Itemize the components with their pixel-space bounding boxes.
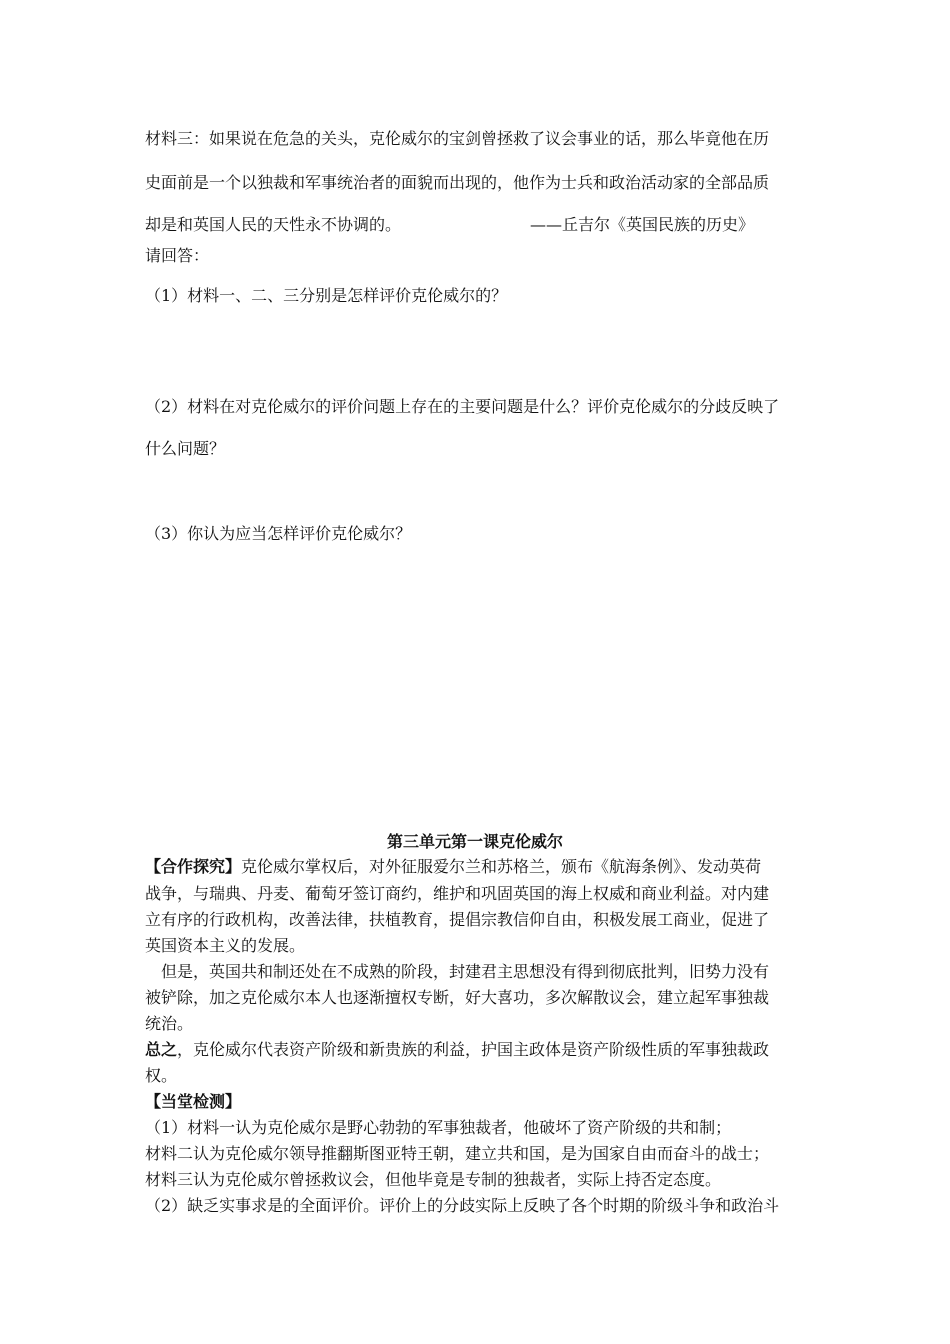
however-line-2: 被铲除，加之克伦威尔本人也逐渐擅权专断，好大喜功，多次解散议会，建立起军事独裁 [145, 988, 770, 1007]
material-three-source: ——丘吉尔《英国民族的历史》 [530, 215, 755, 234]
cooperative-inquiry-line-3: 立有序的行政机构，改善法律，扶植教育，提倡宗教信仰自由，积极发展工商业，促进了 [145, 910, 770, 929]
summary-label: 总之 [145, 1040, 178, 1059]
cooperative-inquiry-label: 【合作探究】 [145, 857, 242, 876]
question-3: （3）你认为应当怎样评价克伦威尔？ [145, 524, 412, 543]
in-class-check-label: 【当堂检测】 [145, 1092, 242, 1111]
please-answer-label: 请回答： [145, 246, 210, 265]
question-2-line-2: 什么问题？ [145, 439, 226, 458]
answer-1-line-1: （1）材料一认为克伦威尔是野心勃勃的军事独裁者，他破坏了资产阶级的共和制； [145, 1118, 732, 1137]
however-line-3: 统治。 [145, 1014, 194, 1033]
question-2-line-1: （2）材料在对克伦威尔的评价问题上存在的主要问题是什么？评价克伦威尔的分歧反映了 [145, 397, 780, 416]
summary-text-1: ，克伦威尔代表资产阶级和新贵族的利益，护国主政体是资产阶级性质的军事独裁政 [177, 1040, 770, 1059]
answer-1-line-3: 材料三认为克伦威尔曾拯救议会，但他毕竟是专制的独裁者，实际上持否定态度。 [145, 1170, 722, 1189]
however-line-1: 但是，英国共和制还处在不成熟的阶段，封建君主思想没有得到彻底批判，旧势力没有 [145, 962, 770, 981]
answer-2-line-1: （2）缺乏实事求是的全面评价。评价上的分歧实际上反映了各个时期的阶级斗争和政治斗 [145, 1196, 780, 1215]
cooperative-inquiry-line-1 [145, 854, 761, 877]
cooperative-inquiry-text-1: 克伦威尔掌权后，对外征服爱尔兰和苏格兰，颁布《航海条例》、发动英荷 [241, 857, 762, 876]
cooperative-inquiry-line-2: 战争，与瑞典、丹麦、葡萄牙签订商约，维护和巩固英国的海上权威和商业利益。对内建 [145, 884, 770, 903]
answer-section-title: 第三单元第一课克伦威尔 [386, 832, 563, 851]
question-1: （1）材料一、二、三分别是怎样评价克伦威尔的？ [145, 286, 508, 305]
summary-line-1 [145, 1037, 769, 1060]
summary-line-2: 权。 [145, 1066, 178, 1085]
material-three-line-3: 却是和英国人民的天性永不协调的。 [145, 215, 402, 234]
material-three-line-2: 史面前是一个以独裁和军事统治者的面貌而出现的，他作为士兵和政治活动家的全部品质 [145, 173, 770, 192]
answer-1-line-2: 材料二认为克伦威尔领导推翻斯图亚特王朝，建立共和国，是为国家自由而奋斗的战士； [145, 1144, 770, 1163]
material-three-line-1: 材料三：如果说在危急的关头，克伦威尔的宝剑曾拯救了议会事业的话，那么毕竟他在历 [145, 129, 770, 148]
cooperative-inquiry-line-4: 英国资本主义的发展。 [145, 936, 306, 955]
